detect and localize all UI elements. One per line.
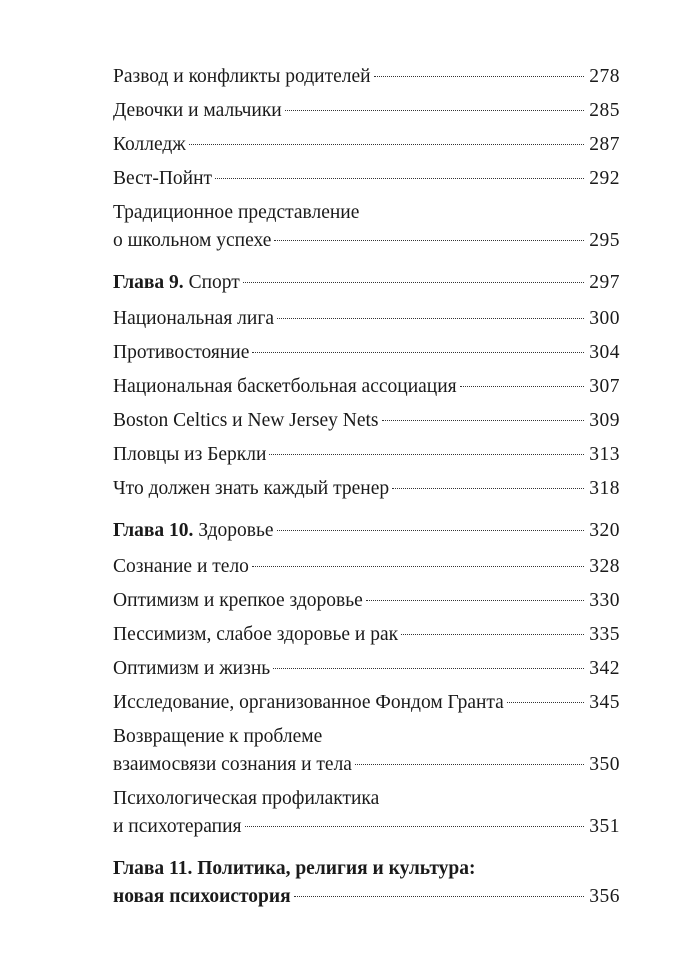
- dot-leader: [382, 420, 585, 421]
- dot-leader: [243, 282, 584, 283]
- dot-leader: [366, 600, 584, 601]
- entry-page-number: 350: [589, 754, 620, 775]
- entry-title: Девочки и мальчики: [113, 100, 282, 121]
- entry-title-line1: Возвращение к проблеме: [113, 726, 323, 747]
- toc-entry: [113, 339, 620, 367]
- entry-page-number: 356: [589, 886, 620, 907]
- entry-title: и психотерапия: [113, 816, 242, 837]
- toc-entry: [113, 621, 620, 649]
- dot-leader: [252, 566, 584, 567]
- dot-leader: [374, 76, 585, 77]
- dot-leader: [189, 144, 584, 145]
- dot-leader: [460, 386, 585, 387]
- chapter-title-line1: Политика, религия и культура:: [197, 858, 476, 879]
- toc-entry: [113, 587, 620, 615]
- toc-chapter-11: [113, 855, 620, 911]
- entry-title: Сознание и тело: [113, 556, 249, 577]
- toc-entry: [113, 689, 620, 717]
- entry-title: Пессимизм, слабое здоровье и рак: [113, 624, 399, 645]
- toc-chapter-9: [113, 269, 620, 297]
- entry-title-line1: Психологическая профилактика: [113, 788, 380, 809]
- entry-title: Оптимизм и крепкое здоровье: [113, 590, 363, 611]
- dot-leader: [269, 454, 584, 455]
- dot-leader: [294, 896, 585, 897]
- chapter-title: Здоровье: [198, 520, 274, 541]
- entry-page-number: 292: [589, 168, 620, 189]
- entry-title: Пловцы из Беркли: [113, 444, 267, 465]
- entry-page-number: 300: [589, 308, 620, 329]
- entry-title: Развод и конфликты родителей: [113, 66, 371, 87]
- entry-page-number: 342: [589, 658, 620, 679]
- dot-leader: [277, 318, 584, 319]
- entry-title: Исследование, организованное Фондом Гранта: [113, 692, 504, 713]
- entry-page-number: 304: [589, 342, 620, 363]
- entry-title: Вест-Пойнт: [113, 168, 213, 189]
- dot-leader: [215, 178, 584, 179]
- chapter-title: Спорт: [188, 272, 240, 293]
- toc-entry: [113, 199, 620, 255]
- toc-entry: [113, 723, 620, 779]
- dot-leader: [401, 634, 584, 635]
- chapter-label: Глава 10.: [113, 520, 194, 541]
- dot-leader: [252, 352, 584, 353]
- entry-title: Boston Celtics и New Jersey Nets: [113, 410, 379, 431]
- entry-page-number: 307: [589, 376, 620, 397]
- entry-title-line1: Традиционное представление: [113, 202, 360, 223]
- toc-entry: [113, 785, 620, 841]
- chapter-label: Глава 11.: [113, 858, 193, 879]
- entry-page-number: 297: [589, 272, 620, 293]
- entry-title: о школьном успехе: [113, 230, 272, 251]
- entry-title: взаимосвязи сознания и тела: [113, 754, 352, 775]
- entry-page-number: 278: [589, 66, 620, 87]
- dot-leader: [245, 826, 585, 827]
- entry-page-number: 295: [589, 230, 620, 251]
- dot-leader: [355, 764, 584, 765]
- entry-page-number: 335: [589, 624, 620, 645]
- entry-page-number: 345: [589, 692, 620, 713]
- toc-entry: [113, 655, 620, 683]
- chapter-label: Глава 9.: [113, 272, 184, 293]
- dot-leader: [285, 110, 585, 111]
- entry-title: Противостояние: [113, 342, 250, 363]
- toc-entry: [113, 305, 620, 333]
- toc-entry: [113, 373, 620, 401]
- entry-title: Что должен знать каждый тренер: [113, 478, 390, 499]
- entry-page-number: 285: [589, 100, 620, 121]
- toc-entry: [113, 131, 620, 159]
- entry-page-number: 320: [589, 520, 620, 541]
- table-of-contents: [113, 63, 620, 919]
- entry-title: Оптимизм и жизнь: [113, 658, 271, 679]
- toc-entry: [113, 441, 620, 469]
- entry-page-number: 309: [589, 410, 620, 431]
- entry-title: Колледж: [113, 134, 186, 155]
- entry-page-number: 287: [589, 134, 620, 155]
- entry-title: Национальная баскетбольная ассоциация: [113, 376, 457, 397]
- dot-leader: [392, 488, 584, 489]
- toc-entry: [113, 407, 620, 435]
- entry-page-number: 328: [589, 556, 620, 577]
- dot-leader: [277, 530, 585, 531]
- dot-leader: [273, 668, 584, 669]
- dot-leader: [274, 240, 584, 241]
- dot-leader: [507, 702, 584, 703]
- toc-entry: [113, 475, 620, 503]
- toc-entry: [113, 553, 620, 581]
- chapter-title: новая психоистория: [113, 886, 291, 907]
- toc-entry: [113, 165, 620, 193]
- entry-page-number: 351: [589, 816, 620, 837]
- entry-page-number: 313: [589, 444, 620, 465]
- entry-title: Национальная лига: [113, 308, 274, 329]
- toc-entry: [113, 63, 620, 91]
- entry-page-number: 318: [589, 478, 620, 499]
- toc-entry: [113, 97, 620, 125]
- toc-chapter-10: [113, 517, 620, 545]
- entry-page-number: 330: [589, 590, 620, 611]
